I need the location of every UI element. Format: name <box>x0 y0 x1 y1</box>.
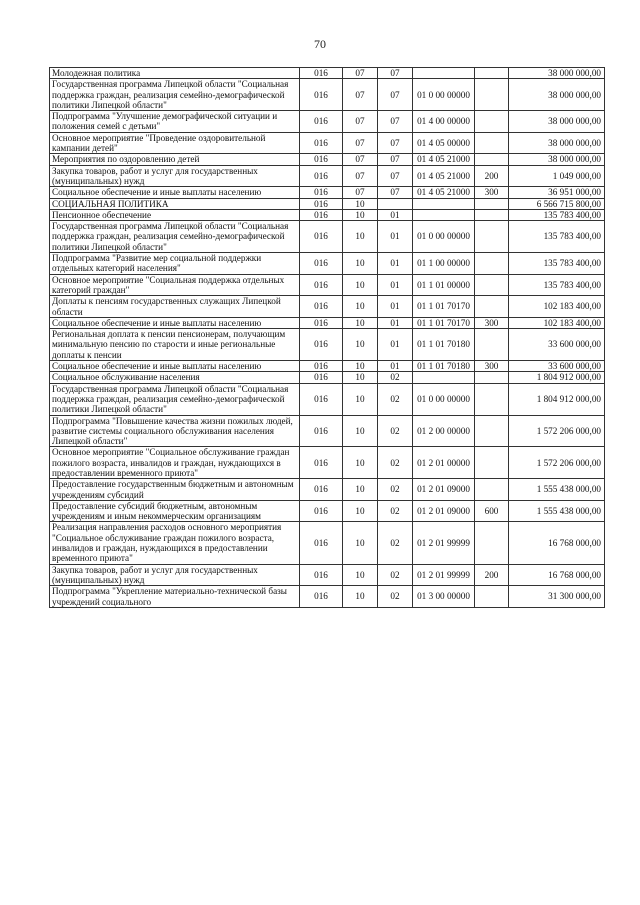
target-article-cell: 01 1 00 00000 <box>413 253 475 275</box>
section-code-cell: 07 <box>343 132 378 154</box>
expense-type-cell <box>475 68 509 79</box>
table-row <box>50 447 605 479</box>
item-name-cell: Социальное обеспечение и иные выплаты населению <box>50 317 300 328</box>
table-row <box>50 132 605 154</box>
subsection-code-cell: 02 <box>378 500 413 522</box>
target-article-cell: 01 2 01 99999 <box>413 564 475 586</box>
table-row <box>50 198 605 209</box>
item-name-cell: Подпрограмма "Улучшение демографической ситуации и положения семей с детьми" <box>50 111 300 133</box>
amount-cell: 135 783 400,00 <box>509 253 605 275</box>
amount-cell: 38 000 000,00 <box>509 154 605 165</box>
section-code-cell: 10 <box>343 221 378 253</box>
ministry-code-cell: 016 <box>300 317 343 328</box>
section-code-cell: 10 <box>343 274 378 296</box>
table-row <box>50 522 605 564</box>
target-article-cell <box>413 68 475 79</box>
expense-type-cell <box>475 296 509 318</box>
section-code-cell: 07 <box>343 68 378 79</box>
table-row <box>50 500 605 522</box>
ministry-code-cell: 016 <box>300 209 343 220</box>
section-code-cell: 07 <box>343 111 378 133</box>
amount-cell: 1 804 912 000,00 <box>509 372 605 383</box>
subsection-code-cell: 07 <box>378 111 413 133</box>
amount-cell: 135 783 400,00 <box>509 274 605 296</box>
amount-cell: 38 000 000,00 <box>509 111 605 133</box>
target-article-cell: 01 1 01 70180 <box>413 329 475 361</box>
item-name-cell: Закупка товаров, работ и услуг для государственных (муниципальных) нужд <box>50 165 300 187</box>
section-code-cell: 10 <box>343 329 378 361</box>
target-article-cell <box>413 372 475 383</box>
ministry-code-cell: 016 <box>300 187 343 198</box>
budget-table <box>49 67 605 608</box>
amount-cell: 33 600 000,00 <box>509 329 605 361</box>
target-article-cell: 01 2 01 09000 <box>413 500 475 522</box>
subsection-code-cell: 01 <box>378 329 413 361</box>
item-name-cell: Мероприятия по оздоровлению детей <box>50 154 300 165</box>
table-row <box>50 68 605 79</box>
item-name-cell: Пенсионное обеспечение <box>50 209 300 220</box>
section-code-cell: 10 <box>343 209 378 220</box>
ministry-code-cell: 016 <box>300 564 343 586</box>
amount-cell: 1 572 206 000,00 <box>509 415 605 447</box>
amount-cell: 6 566 715 800,00 <box>509 198 605 209</box>
ministry-code-cell: 016 <box>300 253 343 275</box>
subsection-code-cell: 01 <box>378 317 413 328</box>
table-row <box>50 564 605 586</box>
section-code-cell: 10 <box>343 564 378 586</box>
amount-cell: 135 783 400,00 <box>509 209 605 220</box>
subsection-code-cell: 01 <box>378 274 413 296</box>
ministry-code-cell: 016 <box>300 132 343 154</box>
subsection-code-cell: 07 <box>378 132 413 154</box>
amount-cell: 102 183 400,00 <box>509 317 605 328</box>
item-name-cell: Государственная программа Липецкой области "Социальная поддержка граждан, реализация семейно-демографической политики Липецкой области" <box>50 221 300 253</box>
table-row <box>50 253 605 275</box>
item-name-cell: Реализация направления расходов основного мероприятия "Социальное обслуживание граждан пожилого возраста, инвалидов и граждан, нуждающихся в предоставлении временного приюта" <box>50 522 300 564</box>
section-code-cell: 10 <box>343 447 378 479</box>
amount-cell: 38 000 000,00 <box>509 132 605 154</box>
item-name-cell: Подпрограмма "Укрепление материально-технической базы учреждений социального <box>50 586 300 608</box>
section-code-cell: 10 <box>343 383 378 415</box>
expense-type-cell: 200 <box>475 564 509 586</box>
subsection-code-cell: 02 <box>378 383 413 415</box>
amount-cell: 36 951 000,00 <box>509 187 605 198</box>
target-article-cell <box>413 198 475 209</box>
target-article-cell: 01 0 00 00000 <box>413 383 475 415</box>
ministry-code-cell: 016 <box>300 479 343 501</box>
section-code-cell: 07 <box>343 165 378 187</box>
item-name-cell: Предоставление государственным бюджетным и автономным учреждениям субсидий <box>50 479 300 501</box>
expense-type-cell <box>475 198 509 209</box>
table-row <box>50 165 605 187</box>
expense-type-cell: 200 <box>475 165 509 187</box>
ministry-code-cell: 016 <box>300 361 343 372</box>
section-code-cell: 10 <box>343 253 378 275</box>
table-row <box>50 79 605 111</box>
expense-type-cell: 600 <box>475 500 509 522</box>
item-name-cell: Подпрограмма "Повышение качества жизни пожилых людей, развитие системы социального обслуживания населения Липецкой области" <box>50 415 300 447</box>
target-article-cell: 01 2 01 09000 <box>413 479 475 501</box>
ministry-code-cell: 016 <box>300 447 343 479</box>
expense-type-cell <box>475 221 509 253</box>
item-name-cell: СОЦИАЛЬНАЯ ПОЛИТИКА <box>50 198 300 209</box>
ministry-code-cell: 016 <box>300 198 343 209</box>
target-article-cell: 01 4 05 21000 <box>413 187 475 198</box>
table-row <box>50 415 605 447</box>
target-article-cell: 01 4 00 00000 <box>413 111 475 133</box>
target-article-cell: 01 3 00 00000 <box>413 586 475 608</box>
target-article-cell <box>413 209 475 220</box>
section-code-cell: 10 <box>343 522 378 564</box>
target-article-cell: 01 0 00 00000 <box>413 221 475 253</box>
section-code-cell: 10 <box>343 372 378 383</box>
section-code-cell: 10 <box>343 500 378 522</box>
table-body <box>50 68 605 608</box>
item-name-cell: Молодежная политика <box>50 68 300 79</box>
amount-cell: 102 183 400,00 <box>509 296 605 318</box>
subsection-code-cell: 02 <box>378 479 413 501</box>
table-row <box>50 317 605 328</box>
subsection-code-cell: 07 <box>378 165 413 187</box>
subsection-code-cell: 02 <box>378 372 413 383</box>
amount-cell: 1 572 206 000,00 <box>509 447 605 479</box>
expense-type-cell <box>475 383 509 415</box>
ministry-code-cell: 016 <box>300 296 343 318</box>
subsection-code-cell: 01 <box>378 221 413 253</box>
target-article-cell: 01 1 01 00000 <box>413 274 475 296</box>
amount-cell: 135 783 400,00 <box>509 221 605 253</box>
expense-type-cell: 300 <box>475 361 509 372</box>
amount-cell: 16 768 000,00 <box>509 564 605 586</box>
expense-type-cell: 300 <box>475 317 509 328</box>
amount-cell: 1 555 438 000,00 <box>509 500 605 522</box>
item-name-cell: Доплаты к пенсиям государственных служащих Липецкой области <box>50 296 300 318</box>
target-article-cell: 01 0 00 00000 <box>413 79 475 111</box>
table-row <box>50 296 605 318</box>
section-code-cell: 07 <box>343 79 378 111</box>
expense-type-cell <box>475 253 509 275</box>
subsection-code-cell: 02 <box>378 586 413 608</box>
section-code-cell: 10 <box>343 415 378 447</box>
target-article-cell: 01 1 01 70170 <box>413 317 475 328</box>
table-row <box>50 383 605 415</box>
item-name-cell: Социальное обслуживание населения <box>50 372 300 383</box>
target-article-cell: 01 1 01 70180 <box>413 361 475 372</box>
section-code-cell: 07 <box>343 187 378 198</box>
table-row <box>50 479 605 501</box>
item-name-cell: Предоставление субсидий бюджетным, автономным учреждениям и иным некоммерческим организациям <box>50 500 300 522</box>
target-article-cell: 01 4 05 21000 <box>413 165 475 187</box>
item-name-cell: Государственная программа Липецкой области "Социальная поддержка граждан, реализация семейно-демографической политики Липецкой области" <box>50 79 300 111</box>
table-row <box>50 187 605 198</box>
page-number: 70 <box>314 37 326 51</box>
ministry-code-cell: 016 <box>300 154 343 165</box>
section-code-cell: 10 <box>343 586 378 608</box>
expense-type-cell <box>475 415 509 447</box>
expense-type-cell <box>475 132 509 154</box>
ministry-code-cell: 016 <box>300 329 343 361</box>
section-code-cell: 10 <box>343 317 378 328</box>
section-code-cell: 07 <box>343 154 378 165</box>
amount-cell: 1 804 912 000,00 <box>509 383 605 415</box>
ministry-code-cell: 016 <box>300 79 343 111</box>
subsection-code-cell: 02 <box>378 522 413 564</box>
amount-cell: 16 768 000,00 <box>509 522 605 564</box>
item-name-cell: Социальное обеспечение и иные выплаты населению <box>50 187 300 198</box>
ministry-code-cell: 016 <box>300 586 343 608</box>
amount-cell: 38 000 000,00 <box>509 68 605 79</box>
table-row <box>50 586 605 608</box>
expense-type-cell <box>475 372 509 383</box>
expense-type-cell: 300 <box>475 187 509 198</box>
subsection-code-cell: 07 <box>378 68 413 79</box>
subsection-code-cell: 07 <box>378 187 413 198</box>
expense-type-cell <box>475 79 509 111</box>
subsection-code-cell: 01 <box>378 209 413 220</box>
item-name-cell: Социальное обеспечение и иные выплаты населению <box>50 361 300 372</box>
section-code-cell: 10 <box>343 198 378 209</box>
table-row <box>50 221 605 253</box>
table-row <box>50 361 605 372</box>
subsection-code-cell: 01 <box>378 296 413 318</box>
expense-type-cell <box>475 329 509 361</box>
subsection-code-cell: 07 <box>378 79 413 111</box>
amount-cell: 1 555 438 000,00 <box>509 479 605 501</box>
target-article-cell: 01 2 01 00000 <box>413 447 475 479</box>
amount-cell: 33 600 000,00 <box>509 361 605 372</box>
amount-cell: 1 049 000,00 <box>509 165 605 187</box>
subsection-code-cell: 07 <box>378 154 413 165</box>
table-row <box>50 209 605 220</box>
amount-cell: 31 300 000,00 <box>509 586 605 608</box>
ministry-code-cell: 016 <box>300 221 343 253</box>
target-article-cell: 01 1 01 70170 <box>413 296 475 318</box>
item-name-cell: Региональная доплата к пенсии пенсионерам, получающим минимальную пенсию по старости и иные региональные доплаты к пенсии <box>50 329 300 361</box>
item-name-cell: Закупка товаров, работ и услуг для государственных (муниципальных) нужд <box>50 564 300 586</box>
target-article-cell: 01 4 05 00000 <box>413 132 475 154</box>
target-article-cell: 01 2 00 00000 <box>413 415 475 447</box>
ministry-code-cell: 016 <box>300 383 343 415</box>
subsection-code-cell: 02 <box>378 447 413 479</box>
ministry-code-cell: 016 <box>300 500 343 522</box>
item-name-cell: Основное мероприятие "Социальная поддержка отдельных категорий граждан" <box>50 274 300 296</box>
ministry-code-cell: 016 <box>300 68 343 79</box>
ministry-code-cell: 016 <box>300 165 343 187</box>
section-code-cell: 10 <box>343 361 378 372</box>
expense-type-cell <box>475 479 509 501</box>
ministry-code-cell: 016 <box>300 372 343 383</box>
table-row <box>50 274 605 296</box>
table-row <box>50 154 605 165</box>
table-row <box>50 111 605 133</box>
amount-cell: 38 000 000,00 <box>509 79 605 111</box>
expense-type-cell <box>475 154 509 165</box>
item-name-cell: Основное мероприятие "Социальное обслуживание граждан пожилого возраста, инвалидов и граждан, нуждающихся в предоставлении временного приюта" <box>50 447 300 479</box>
section-code-cell: 10 <box>343 479 378 501</box>
ministry-code-cell: 016 <box>300 111 343 133</box>
section-code-cell: 10 <box>343 296 378 318</box>
ministry-code-cell: 016 <box>300 274 343 296</box>
subsection-code-cell: 02 <box>378 415 413 447</box>
subsection-code-cell: 02 <box>378 564 413 586</box>
expense-type-cell <box>475 274 509 296</box>
expense-type-cell <box>475 447 509 479</box>
expense-type-cell <box>475 111 509 133</box>
item-name-cell: Подпрограмма "Развитие мер социальной поддержки отдельных категорий населения" <box>50 253 300 275</box>
subsection-code-cell <box>378 198 413 209</box>
table-row <box>50 329 605 361</box>
ministry-code-cell: 016 <box>300 415 343 447</box>
expense-type-cell <box>475 586 509 608</box>
item-name-cell: Государственная программа Липецкой области "Социальная поддержка граждан, реализация семейно-демографической политики Липецкой области" <box>50 383 300 415</box>
expense-type-cell <box>475 522 509 564</box>
expense-type-cell <box>475 209 509 220</box>
target-article-cell: 01 4 05 21000 <box>413 154 475 165</box>
ministry-code-cell: 016 <box>300 522 343 564</box>
target-article-cell: 01 2 01 99999 <box>413 522 475 564</box>
table-row <box>50 372 605 383</box>
item-name-cell: Основное мероприятие "Проведение оздоровительной кампании детей" <box>50 132 300 154</box>
subsection-code-cell: 01 <box>378 361 413 372</box>
subsection-code-cell: 01 <box>378 253 413 275</box>
